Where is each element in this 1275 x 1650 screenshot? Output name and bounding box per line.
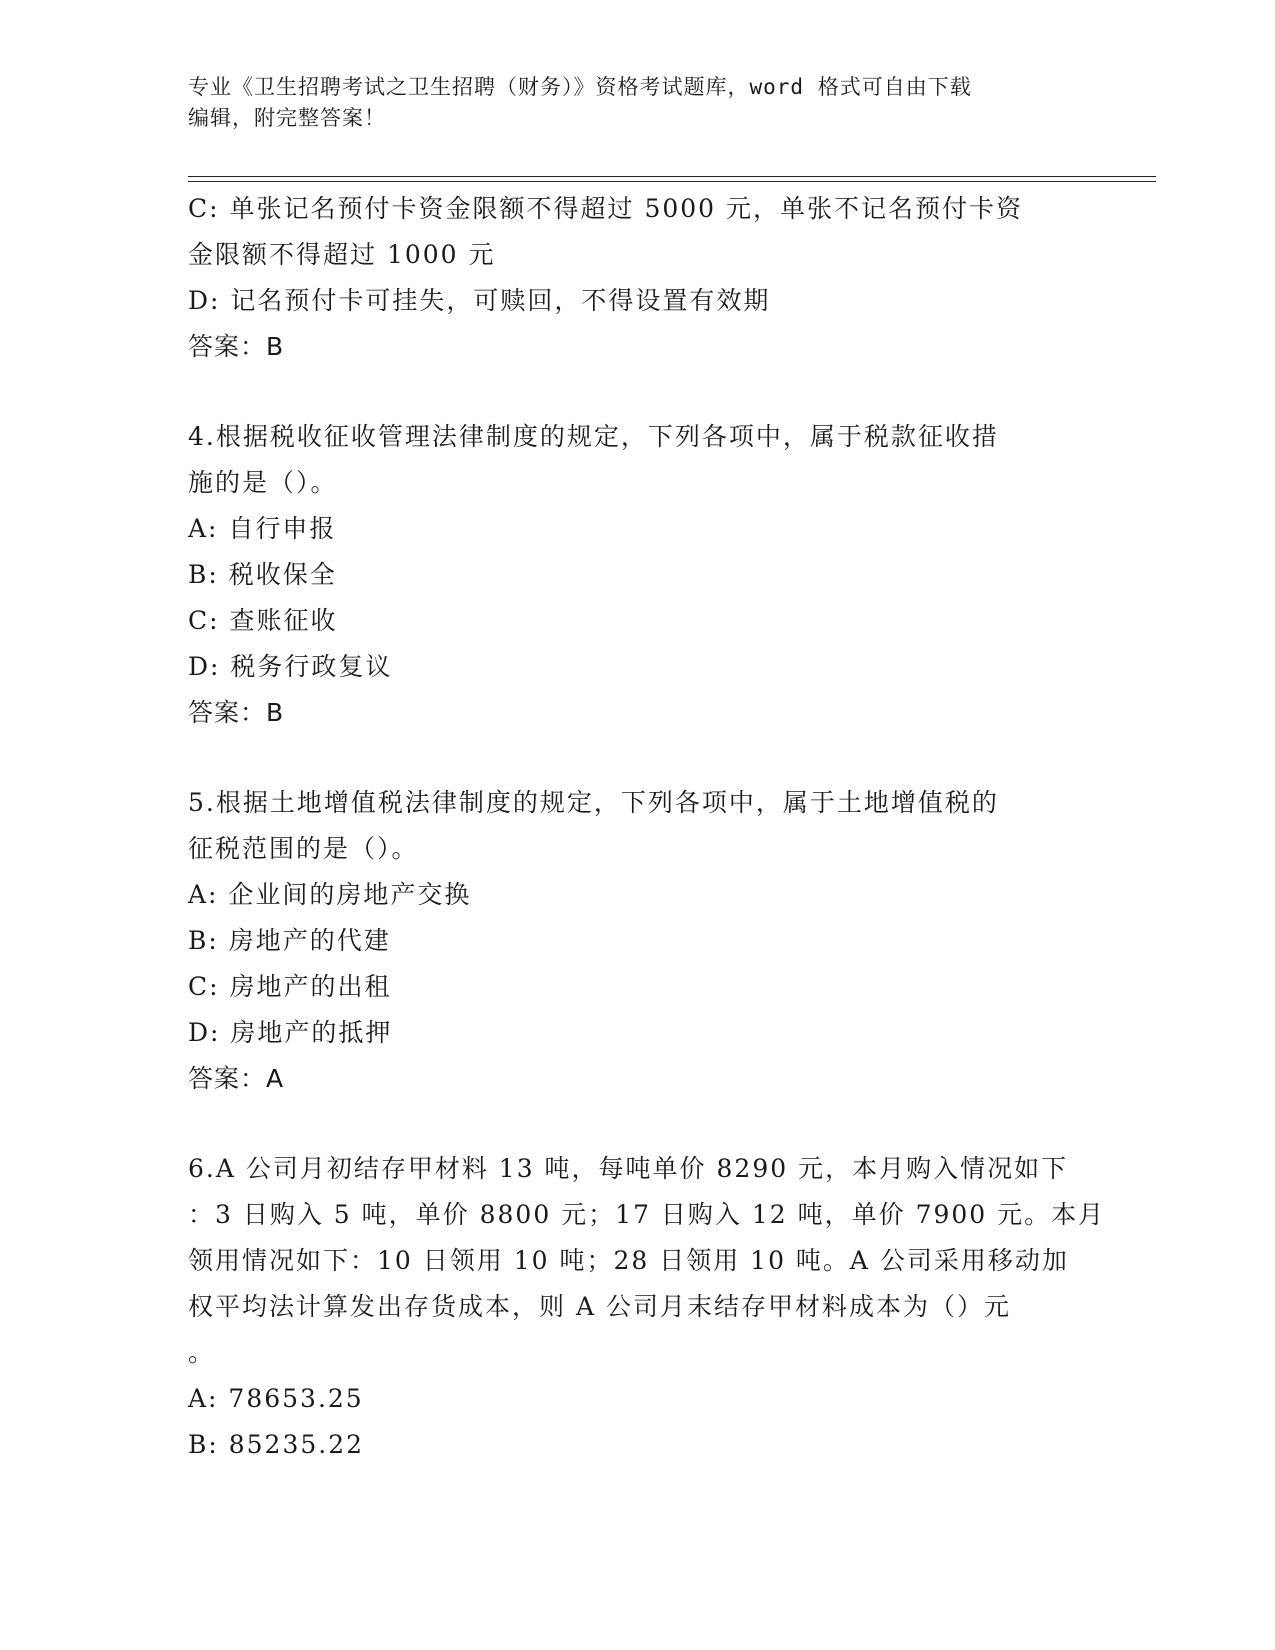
- question-stem-line-2: ：3 日购入 5 吨，单价 8800 元；17 日购入 12 吨，单价 7900 元。本月: [188, 1200, 1106, 1229]
- option-b: B: 税收保全: [188, 560, 337, 589]
- question-4: [188, 414, 1088, 736]
- document-header: [188, 72, 1088, 134]
- option-c: C: 房地产的出租: [188, 972, 392, 1001]
- document-body: [188, 186, 1106, 1468]
- option-c-line-1: C: 单张记名预付卡资金限额不得超过 5000 元，单张不记名预付卡资: [188, 194, 1024, 223]
- header-rule-top: [188, 176, 1156, 177]
- question-stem-line-1: 5.根据土地增值税法律制度的规定，下列各项中，属于土地增值税的: [188, 788, 999, 817]
- option-b: B: 房地产的代建: [188, 926, 391, 955]
- option-a: A: 自行申报: [188, 514, 337, 543]
- option-a: A: 企业间的房地产交换: [188, 880, 472, 909]
- question-5: [188, 780, 1088, 1102]
- header-line-1: 专业《卫生招聘考试之卫生招聘（财务）》资格考试题库，word 格式可自由下载: [188, 75, 972, 99]
- answer: 答案：A: [188, 1064, 285, 1093]
- answer: 答案：B: [188, 698, 285, 727]
- question-6: [188, 1146, 1106, 1468]
- question-stem-line-1: 4.根据税收征收管理法律制度的规定，下列各项中，属于税款征收措: [188, 422, 999, 451]
- option-b: B: 85235.22: [188, 1430, 365, 1459]
- option-d: D: 税务行政复议: [188, 652, 393, 681]
- header-rule-bottom: [188, 181, 1156, 182]
- question-stem-line-4: 权平均法计算发出存货成本，则 A 公司月末结存甲材料成本为（）元: [188, 1292, 1011, 1321]
- question-stem-line-5: 。: [188, 1338, 216, 1367]
- option-a: A: 78653.25: [188, 1384, 364, 1413]
- question-stem-line-2: 征税范围的是（）。: [188, 834, 419, 863]
- answer: 答案：B: [188, 332, 285, 361]
- question-stem-line-1: 6.A 公司月初结存甲材料 13 吨，每吨单价 8290 元，本月购入情况如下: [188, 1154, 1069, 1183]
- question-stem-line-3: 领用情况如下：10 日领用 10 吨；28 日领用 10 吨。A 公司采用移动加: [188, 1246, 1069, 1275]
- question-3-tail: [188, 186, 1088, 370]
- option-d: D: 房地产的抵押: [188, 1018, 393, 1047]
- question-stem-line-2: 施的是（）。: [188, 468, 338, 497]
- header-line-2: 编辑，附完整答案！: [188, 106, 386, 130]
- option-c: C: 查账征收: [188, 606, 338, 635]
- option-c-line-2: 金限额不得超过 1000 元: [188, 240, 496, 269]
- option-d: D: 记名预付卡可挂失，可赎回，不得设置有效期: [188, 286, 771, 315]
